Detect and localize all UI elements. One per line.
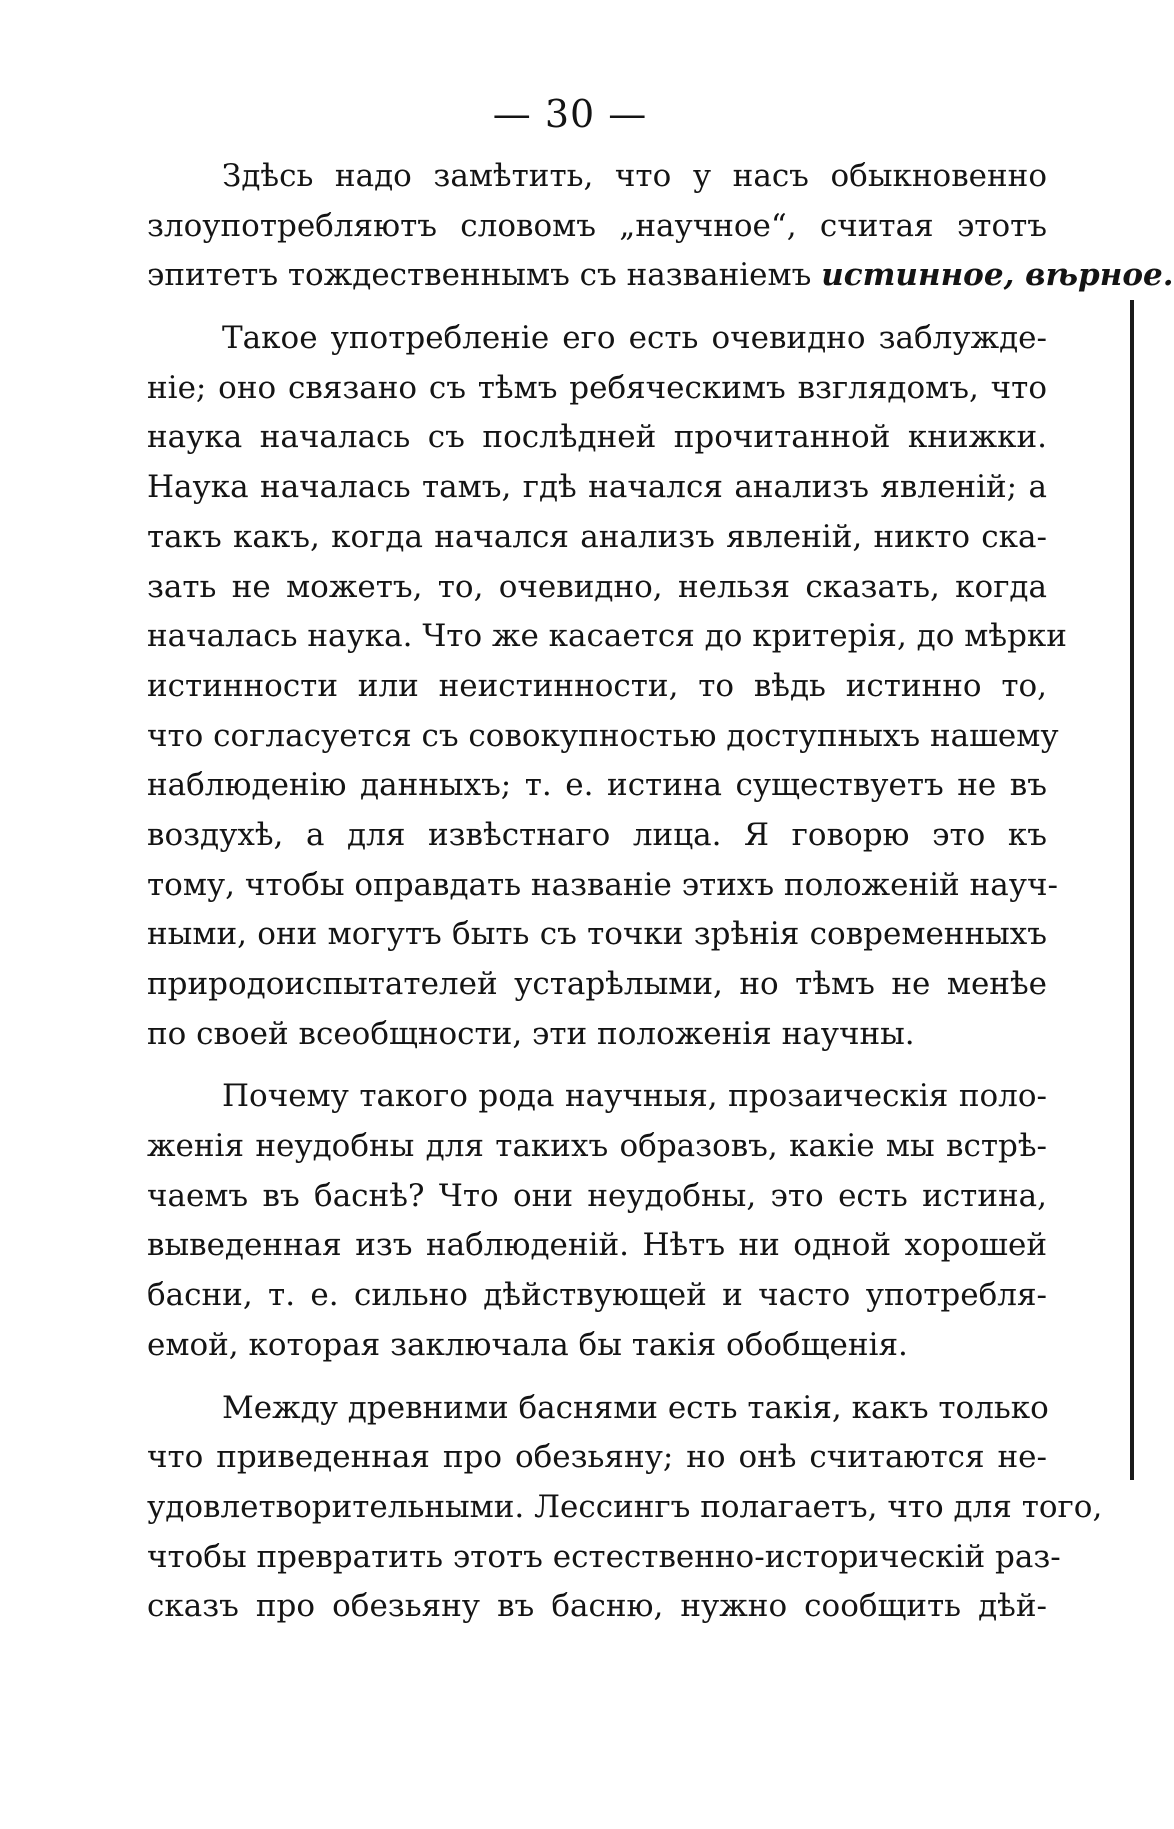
line-text: Между древними баснями есть такія, какъ только [222, 1389, 1049, 1426]
text-line [147, 314, 1047, 364]
line-text: что согласуется съ совокупностью доступныхъ нашему [147, 717, 1059, 754]
text-line [147, 662, 1047, 712]
page-edge-shadow [1130, 300, 1134, 1480]
text-line [147, 1582, 1047, 1632]
line-text: Наука началась тамъ, гдѣ начался анализъ явленій; а [147, 469, 1047, 506]
line-text: емой, которая заключала бы такія обобщенія. [147, 1326, 908, 1363]
text-line [147, 364, 1047, 414]
text-line [147, 563, 1047, 613]
line-text: Почему такого рода научныя, прозаическія поло- [222, 1078, 1047, 1115]
text-line [147, 1072, 1047, 1122]
text-line [147, 1321, 1047, 1371]
paragraph [147, 152, 1174, 301]
text-line [147, 1384, 1047, 1434]
text-line [147, 463, 1047, 513]
text-line [147, 612, 1067, 662]
line-text: воздухѣ, а для извѣстнаго лица. Я говорю это къ [147, 816, 1047, 853]
text-line [147, 1172, 1047, 1222]
line-text: ными, они могутъ быть съ точки зрѣнія современныхъ [147, 916, 1047, 953]
text-line [147, 910, 1047, 960]
text-line [147, 712, 1059, 762]
emphasized-text: истинное, вѣрное. [821, 257, 1174, 294]
text-line [147, 202, 1047, 252]
text-line [147, 413, 1047, 463]
text-line [147, 1122, 1047, 1172]
text-line [147, 1433, 1047, 1483]
line-text: женія неудобны для такихъ образовъ, какіе мы встрѣ- [147, 1128, 1047, 1165]
text-line [147, 811, 1047, 861]
text-line [147, 1221, 1047, 1271]
line-text: злоупотребляютъ словомъ „научное“, считая этотъ [147, 207, 1047, 244]
line-text: басни, т. е. сильно дѣйствующей и часто употребля- [147, 1277, 1047, 1314]
line-text: удовлетворительными. Лессингъ полагаетъ, что для того, [147, 1488, 1103, 1525]
line-text: зать не можетъ, то, очевидно, нельзя сказать, когда [147, 568, 1047, 605]
line-text: наблюденію данныхъ; т. е. истина существуетъ не въ [147, 767, 1047, 804]
paragraph [147, 314, 1067, 1059]
line-text: сказъ про обезьяну въ басню, нужно сообщить дѣй- [147, 1588, 1047, 1625]
text-line [147, 152, 1047, 202]
line-text: тому, чтобы оправдать названіе этихъ положеній науч- [147, 866, 1058, 903]
line-text: наука началась съ послѣдней прочитанной книжки. [147, 419, 1047, 456]
text-line [147, 1010, 1047, 1060]
paragraph [147, 1384, 1103, 1632]
line-text: эпитетъ тождественнымъ съ названіемъ [147, 257, 822, 294]
line-text: истинности или неистинности, то вѣдь истинно то, [147, 667, 1047, 704]
body-text [147, 152, 1174, 1645]
text-line [147, 251, 1174, 301]
line-text: Такое употребленіе его есть очевидно заблужде- [222, 320, 1047, 357]
line-text: что приведенная про обезьяну; но онѣ считаются не- [147, 1439, 1047, 1476]
text-line [147, 513, 1047, 563]
page-number: — 30 — [492, 92, 648, 136]
line-text: ніе; оно связано съ тѣмъ ребяческимъ взглядомъ, что [147, 369, 1047, 406]
line-text: природоиспытателей устарѣлыми, но тѣмъ не менѣе [147, 966, 1047, 1002]
text-line [147, 1271, 1047, 1321]
text-line [147, 761, 1047, 811]
line-text: Здѣсь надо замѣтить, что у насъ обыкновенно [222, 158, 1047, 194]
text-line [147, 1533, 1061, 1583]
line-text: такъ какъ, когда начался анализъ явленій, никто ска- [147, 518, 1047, 555]
line-text: чаемъ въ баснѣ? Что они неудобны, это есть истина, [147, 1177, 1047, 1214]
text-line [147, 960, 1047, 1010]
line-text: выведенная изъ наблюденій. Нѣтъ ни одной хорошей [147, 1227, 1047, 1264]
line-text: по своей всеобщности, эти положенія научны. [147, 1015, 915, 1052]
line-text: чтобы превратить этотъ естественно-историческій раз- [147, 1538, 1061, 1575]
line-text: началась наука. Что же касается до критерія, до мѣрки [147, 618, 1067, 655]
text-line [147, 861, 1058, 911]
paragraph [147, 1072, 1047, 1370]
text-line [147, 1483, 1103, 1533]
